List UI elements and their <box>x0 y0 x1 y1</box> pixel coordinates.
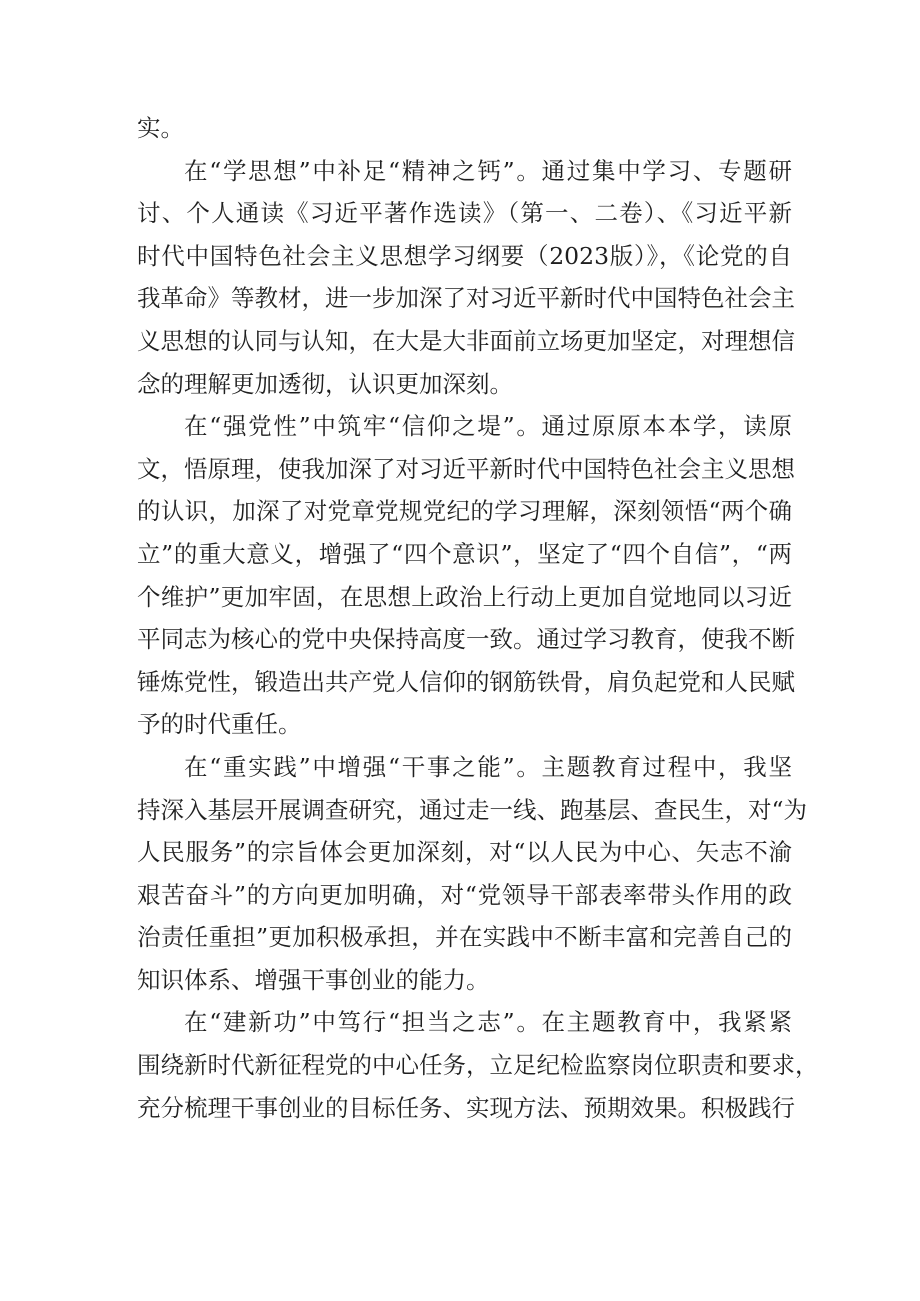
text-line: 人民服务”的宗旨体会更加深刻，对“以人民为中心、矢志不渝 <box>137 838 792 867</box>
text-line: 念的理解更加透彻，认识更加深刻。 <box>137 369 513 398</box>
text-line: 予的时代重任。 <box>137 710 302 739</box>
text-line: 时代中国特色社会主义思想学习纲要（2023版）》，《论党的自 <box>137 241 792 270</box>
text-line: 充分梳理干事创业的目标任务、实现方法、预期效果。积极践行 <box>137 1093 795 1122</box>
text-line: 艰苦奋斗”的方向更加明确，对“党领导干部表率带头作用的政 <box>137 880 792 909</box>
text-line: 文，悟原理，使我加深了对习近平新时代中国特色社会主义思想 <box>137 454 795 483</box>
text-line: 知识体系、增强干事创业的能力。 <box>137 965 490 994</box>
text-line: 我革命》等教材，进一步加深了对习近平新时代中国特色社会主 <box>137 284 795 313</box>
text-line: 在“强党性”中筑牢“信仰之堤”。通过原原本本学，读原 <box>184 412 792 441</box>
text-line: 在“重实践”中增强“干事之能”。主题教育过程中，我坚 <box>184 752 792 781</box>
text-line: 治责任重担”更加积极承担，并在实践中不断丰富和完善自己的 <box>137 923 792 952</box>
text-line: 在“建新功”中笃行“担当之志”。在主题教育中，我紧紧 <box>184 1008 792 1037</box>
text-line: 义思想的认同与认知，在大是大非面前立场更加坚定，对理想信 <box>137 326 795 355</box>
body-text <box>137 107 819 1129</box>
text-line: 平同志为核心的党中央保持高度一致。通过学习教育，使我不断 <box>137 625 795 654</box>
text-line: 持深入基层开展调查研究，通过走一线、跑基层、查民生，对“为 <box>137 795 808 824</box>
text-line: 立”的重大意义，增强了“四个意识”，坚定了“四个自信”，“两 <box>137 539 792 568</box>
text-line: 的认识，加深了对党章党规党纪的学习理解，深刻领悟“两个确 <box>137 497 792 526</box>
text-line: 围绕新时代新征程党的中心任务，立足纪检监察岗位职责和要求， <box>137 1051 819 1080</box>
text-line: 实。 <box>137 114 184 142</box>
text-line: 个维护”更加牢固，在思想上政治上行动上更加自觉地同以习近 <box>137 582 792 611</box>
text-line: 讨、个人通读《习近平著作选读》（第一、二卷）、《习近平新 <box>137 199 792 228</box>
text-line: 在“学思想”中补足“精神之钙”。通过集中学习、专题研 <box>184 156 792 185</box>
text-line: 锤炼党性，锻造出共产党人信仰的钢筋铁骨，肩负起党和人民赋 <box>137 667 795 696</box>
